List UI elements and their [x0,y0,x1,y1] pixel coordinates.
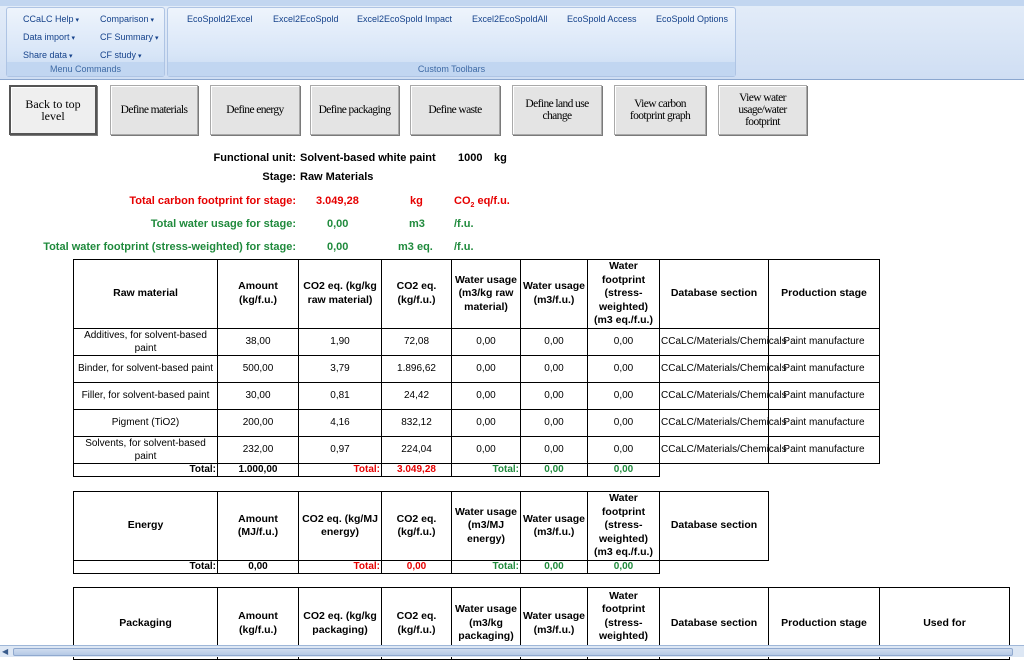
water-footprint-unit: m3 eq. [398,241,433,253]
header-production-stage: Production stage [769,588,880,660]
cell-database-section[interactable]: CCaLC/Materials/Chemicals [660,436,769,463]
share-data-menu[interactable]: Share data ▾ [23,50,73,60]
header-water-per-kg: Water usage (m3/kg raw material) [452,260,521,329]
cell-production-stage[interactable]: Paint manufacture [769,436,880,463]
excel2ecospoldall-button[interactable]: Excel2EcoSpoldAll [472,14,548,24]
horizontal-scrollbar[interactable] [0,645,1024,657]
functional-unit-value: Solvent-based white paint [300,152,436,164]
cell-database-section[interactable]: CCaLC/Materials/Chemicals [660,409,769,436]
cell-co2-per-kg[interactable]: 0,97 [299,436,382,463]
cell-co2-per-kg[interactable]: 1,90 [299,328,382,355]
header-water-footprint: Water footprint (stress-weighted) (m3 eq./f.u.) [588,260,660,329]
header-co2-per-fu: CO2 eq. (kg/f.u.) [382,588,452,660]
water-footprint-label: Total water footprint (stress-weighted) for stage: [43,241,296,253]
define-land-use-change-button[interactable]: Define land use change [512,85,602,135]
total-water: 0,00 [521,463,588,476]
dropdown-arrow-icon: ▾ [75,17,80,24]
define-materials-button[interactable]: Define materials [110,85,198,135]
total-co2-label: Total: [299,463,382,476]
define-packaging-button[interactable]: Define packaging [310,85,399,135]
empty-cell [660,561,769,574]
cell-production-stage[interactable]: Paint manufacture [769,328,880,355]
header-co2-per-kg: CO2 eq. (kg/kg packaging) [299,588,382,660]
energy-table [73,491,769,574]
stage-label: Stage: [262,171,296,183]
empty-cell [769,463,880,476]
water-usage-value: 0,00 [327,218,349,230]
dropdown-arrow-icon: ▾ [138,53,142,60]
cell-water-per-fu[interactable]: 0,00 [521,328,588,355]
total-co2: 3.049,28 [382,463,452,476]
carbon-footprint-unit: kg [410,195,423,207]
functional-unit-label: Functional unit: [213,152,296,164]
custom-toolbars-group [167,7,736,77]
cell-water-footprint[interactable]: 0,00 [588,409,660,436]
cell-co2-per-fu[interactable]: 224,04 [382,436,452,463]
cell-amount[interactable]: 200,00 [218,409,299,436]
total-label: Total: [74,561,218,574]
total-water-footprint: 0,00 [588,561,660,574]
cell-water-per-fu[interactable]: 0,00 [521,355,588,382]
cell-amount[interactable]: 38,00 [218,328,299,355]
header-database-section: Database section [660,588,769,660]
table-row[interactable] [74,355,880,382]
cell-production-stage[interactable]: Paint manufacture [769,355,880,382]
cell-material[interactable]: Pigment (TiO2) [74,409,218,436]
menu-commands-group [6,7,165,77]
header-water-per-fu: Water usage (m3/f.u.) [521,492,588,561]
total-amount: 0,00 [218,561,299,574]
header-water-footprint: Water footprint (stress-weighted) [588,588,660,660]
header-co2-per-fu: CO2 eq. (kg/f.u.) [382,492,452,561]
table-row[interactable] [74,328,880,355]
cell-water-per-kg[interactable]: 0,00 [452,328,521,355]
water-footprint-value: 0,00 [327,241,349,253]
cell-water-footprint[interactable]: 0,00 [588,436,660,463]
view-carbon-footprint-graph-button[interactable]: View carbon footprint graph [614,85,706,135]
header-raw-material: Raw material [74,260,218,329]
water-usage-label: Total water usage for stage: [150,218,296,230]
header-water-per-fu: Water usage (m3/f.u.) [521,588,588,660]
cell-water-per-kg[interactable]: 0,00 [452,436,521,463]
header-production-stage: Production stage [769,260,880,329]
header-amount: Amount (kg/f.u.) [218,588,299,660]
raw-materials-table [73,259,880,477]
dropdown-arrow-icon: ▾ [150,17,155,24]
cell-production-stage[interactable]: Paint manufacture [769,382,880,409]
cf-summary-menu[interactable]: CF Summary ▾ [100,32,159,42]
header-co2-per-mj: CO2 eq. (kg/MJ energy) [299,492,382,561]
water-usage-per: /f.u. [454,218,474,230]
cell-water-per-kg[interactable]: 0,00 [452,409,521,436]
ecospold2excel-button[interactable]: EcoSpold2Excel [187,14,253,24]
excel2ecospold-impact-button[interactable]: Excel2EcoSpold Impact [357,14,453,24]
carbon-footprint-value: 3.049,28 [316,195,359,207]
menu-commands-caption: Menu Commands [7,62,164,76]
total-amount: 1.000,00 [218,463,299,476]
cell-database-section[interactable]: CCaLC/Materials/Chemicals [660,328,769,355]
comparison-menu[interactable]: Comparison ▾ [100,14,155,24]
cell-water-footprint[interactable]: 0,00 [588,382,660,409]
define-energy-button[interactable]: Define energy [210,85,300,135]
custom-toolbars-caption: Custom Toolbars [168,62,735,76]
ecospold-options-button[interactable]: EcoSpold Options [656,14,729,24]
cell-material[interactable]: Additives, for solvent-based paint [74,328,218,355]
functional-unit-qty: 1000 [458,152,483,164]
cell-water-footprint[interactable]: 0,00 [588,355,660,382]
header-amount: Amount (MJ/f.u.) [218,492,299,561]
header-water-per-kg: Water usage (m3/kg packaging) [452,588,521,660]
excel2ecospold-button[interactable]: Excel2EcoSpold [273,14,339,24]
cell-co2-per-kg[interactable]: 4,16 [299,409,382,436]
total-co2: 0,00 [382,561,452,574]
total-co2-label: Total: [299,561,382,574]
cell-database-section[interactable]: CCaLC/Materials/Chemicals [660,382,769,409]
total-water: 0,00 [521,561,588,574]
table-row[interactable] [74,409,880,436]
header-used-for: Used for [880,588,1010,660]
cell-amount[interactable]: 232,00 [218,436,299,463]
back-to-top-level-button[interactable]: Back to top level [9,85,97,135]
functional-unit-unit: kg [494,152,507,164]
view-water-footprint-button[interactable]: View water usage/water footprint [718,85,807,135]
header-packaging: Packaging [74,588,218,660]
header-co2-per-fu: CO2 eq. (kg/f.u.) [382,260,452,329]
carbon-footprint-label: Total carbon footprint for stage: [129,195,296,207]
ribbon-tabstrip [0,0,1024,6]
energy-total-row [74,561,769,574]
table-row[interactable] [74,382,880,409]
cf-study-menu[interactable]: CF study ▾ [100,50,142,60]
scroll-thumb[interactable] [13,648,1013,656]
total-water-label: Total: [452,463,521,476]
dropdown-arrow-icon: ▾ [71,35,76,42]
header-database-section: Database section [660,492,769,561]
empty-cell [660,463,769,476]
scroll-left-icon[interactable]: ◀ [2,647,9,656]
cell-database-section[interactable]: CCaLC/Materials/Chemicals [660,355,769,382]
cell-co2-per-fu[interactable]: 832,12 [382,409,452,436]
header-amount: Amount (kg/f.u.) [218,260,299,329]
define-waste-button[interactable]: Define waste [410,85,500,135]
cell-co2-per-kg[interactable]: 0,81 [299,382,382,409]
cell-water-per-fu[interactable]: 0,00 [521,409,588,436]
ccalc-help-menu[interactable]: CCaLC Help ▾ [23,14,80,24]
carbon-footprint-per: $CO_2$ eq/f.u. [454,195,510,210]
header-water-footprint: Water footprint (stress-weighted) (m3 eq./f.u.) [588,492,660,561]
header-water-per-fu: Water usage (m3/f.u.) [521,260,588,329]
total-water-label: Total: [452,561,521,574]
header-water-per-mj: Water usage (m3/MJ energy) [452,492,521,561]
cell-amount[interactable]: 30,00 [218,382,299,409]
header-co2-per-kg: CO2 eq. (kg/kg raw material) [299,260,382,329]
energy-header-row [74,492,769,561]
cell-water-per-fu[interactable]: 0,00 [521,382,588,409]
header-database-section: Database section [660,260,769,329]
cell-water-per-fu[interactable]: 0,00 [521,436,588,463]
total-label: Total: [74,463,218,476]
dropdown-arrow-icon: ▾ [155,35,159,42]
cell-material[interactable]: Solvents, for solvent-based paint [74,436,218,463]
water-usage-unit: m3 [409,218,425,230]
cell-water-per-kg[interactable]: 0,00 [452,382,521,409]
total-water-footprint: 0,00 [588,463,660,476]
data-import-menu[interactable]: Data import ▾ [23,32,76,42]
stage-value: Raw Materials [300,171,374,183]
header-energy: Energy [74,492,218,561]
cell-co2-per-fu[interactable]: 1.896,62 [382,355,452,382]
cell-water-per-kg[interactable]: 0,00 [452,355,521,382]
raw-materials-total-row [74,463,880,476]
ecospold-access-button[interactable]: EcoSpold Access [567,14,637,24]
dropdown-arrow-icon: ▾ [69,53,73,60]
ribbon [0,0,1024,80]
cell-co2-per-fu[interactable]: 72,08 [382,328,452,355]
cell-co2-per-fu[interactable]: 24,42 [382,382,452,409]
cell-production-stage[interactable]: Paint manufacture [769,409,880,436]
cell-amount[interactable]: 500,00 [218,355,299,382]
cell-water-footprint[interactable]: 0,00 [588,328,660,355]
cell-co2-per-kg[interactable]: 3,79 [299,355,382,382]
water-footprint-per: /f.u. [454,241,474,253]
cell-material[interactable]: Binder, for solvent-based paint [74,355,218,382]
raw-materials-header-row [74,260,880,329]
cell-material[interactable]: Filler, for solvent-based paint [74,382,218,409]
table-row[interactable] [74,436,880,463]
